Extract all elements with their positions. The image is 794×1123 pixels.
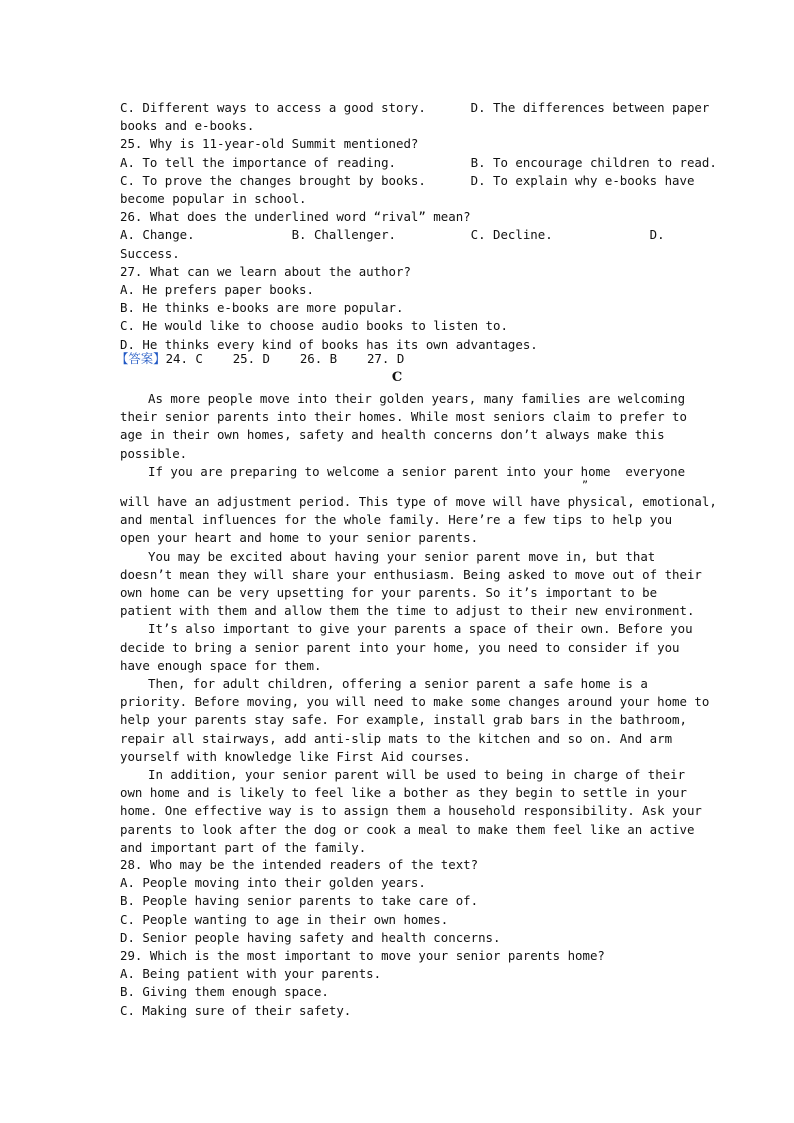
question-line: A. He prefers paper books.	[120, 282, 314, 297]
passage-line: help your parents stay safe. For example, install grab bars in the bathroom,	[120, 712, 687, 728]
question-line: 26. What does the underlined word “rival” mean?	[120, 209, 471, 225]
question-line: C. Making sure of their safety.	[120, 1002, 352, 1018]
passage-line: You may be excited about having your senior parent move in, but that	[148, 548, 656, 564]
question-line: B. He thinks e-books are more popular.	[120, 300, 404, 316]
passage-line: doesn’t mean they will share your enthusiasm. Being asked to move out of their	[120, 566, 702, 582]
question-line: C. To prove the changes brought by books. D. To explain why e-books have	[120, 172, 695, 188]
question-line: A. Change. B. Challenger. C. Decline. D.	[120, 227, 665, 243]
passage-line: repair all stairways, add anti-slip mats to the kitchen and so on. And arm	[120, 730, 673, 746]
question-line: B. People having senior parents to take care of.	[120, 893, 479, 909]
passage-line: own home can be very upsetting for your parents. So it’s important to be	[120, 585, 658, 600]
answer-values: 24. C 25. D 26. B 27. D	[165, 351, 405, 366]
question-line: books and e-books.	[120, 118, 255, 134]
passage-line: open your heart and home to your senior parents.	[120, 530, 479, 546]
question-line: A. Being patient with your parents.	[120, 966, 382, 982]
question-line: C. People wanting to age in their own homes.	[120, 911, 449, 927]
question-line: D. He thinks every kind of books has its own advantages.	[120, 336, 538, 352]
passage-line: In addition, your senior parent will be used to being in charge of their	[148, 767, 686, 782]
passage-line: It’s also important to give your parents a space of their own. Before you	[148, 621, 693, 637]
question-line: Success.	[120, 245, 180, 261]
question-line: C. He would like to choose audio books to listen to.	[120, 318, 508, 334]
question-line: C. Different ways to access a good story. D. The differences between paper	[120, 100, 710, 115]
passage-line: possible.	[120, 445, 188, 461]
passage-line: Then, for adult children, offering a senior parent a safe home is a	[148, 676, 648, 691]
question-line: 29. Which is the most important to move your senior parents home?	[120, 948, 605, 963]
question-line: 27. What can we learn about the author?	[120, 263, 411, 279]
passage-line: parents to look after the dog or cook a meal to make them feel like an active	[120, 821, 695, 837]
passage-line: If you are preparing to welcome a senior parent into your home everyone	[148, 463, 686, 479]
section-heading: C	[391, 370, 403, 385]
question-line: become popular in school.	[120, 191, 307, 206]
question-line: A. To tell the importance of reading. B. To encourage children to read.	[120, 154, 717, 170]
passage-line: own home and is likely to feel like a bother as they begin to settle in your	[120, 785, 687, 801]
passage-line: will have an adjustment period. This type of move will have physical, emotional,	[120, 494, 717, 509]
passage-line: yourself with knowledge like First Aid courses.	[120, 748, 471, 764]
passage-line: their senior parents into their homes. While most seniors claim to prefer to	[120, 409, 687, 425]
passage-line: priority. Before moving, you will need to make some changes around your home to	[120, 694, 710, 710]
question-line: A. People moving into their golden years.	[120, 875, 426, 891]
question-line: D. Senior people having safety and health concerns.	[120, 929, 501, 945]
passage-line: patient with them and allow them the time to adjust to their new environment.	[120, 603, 695, 619]
passage-line: and mental influences for the whole family. Here’re a few tips to help you	[120, 512, 673, 528]
passage-line: As more people move into their golden years, many families are welcoming	[148, 391, 686, 406]
answer-line	[116, 350, 404, 368]
question-line: B. Giving them enough space.	[120, 984, 329, 1000]
answer-key-label: 【答案】	[116, 351, 166, 366]
question-line: 28. Who may be the intended readers of the text?	[120, 857, 479, 872]
passage-line: age in their own homes, safety and health concerns don’t always make this	[120, 427, 665, 443]
stray-quote-mark: ”	[582, 480, 589, 491]
passage-line: decide to bring a senior parent into your home, you need to consider if you	[120, 639, 680, 655]
passage-line: and important part of the family.	[120, 839, 367, 855]
passage-line: have enough space for them.	[120, 657, 322, 673]
question-line: 25. Why is 11-year-old Summit mentioned?	[120, 136, 419, 152]
passage-line: home. One effective way is to assign them a household responsibility. Ask your	[120, 803, 702, 819]
